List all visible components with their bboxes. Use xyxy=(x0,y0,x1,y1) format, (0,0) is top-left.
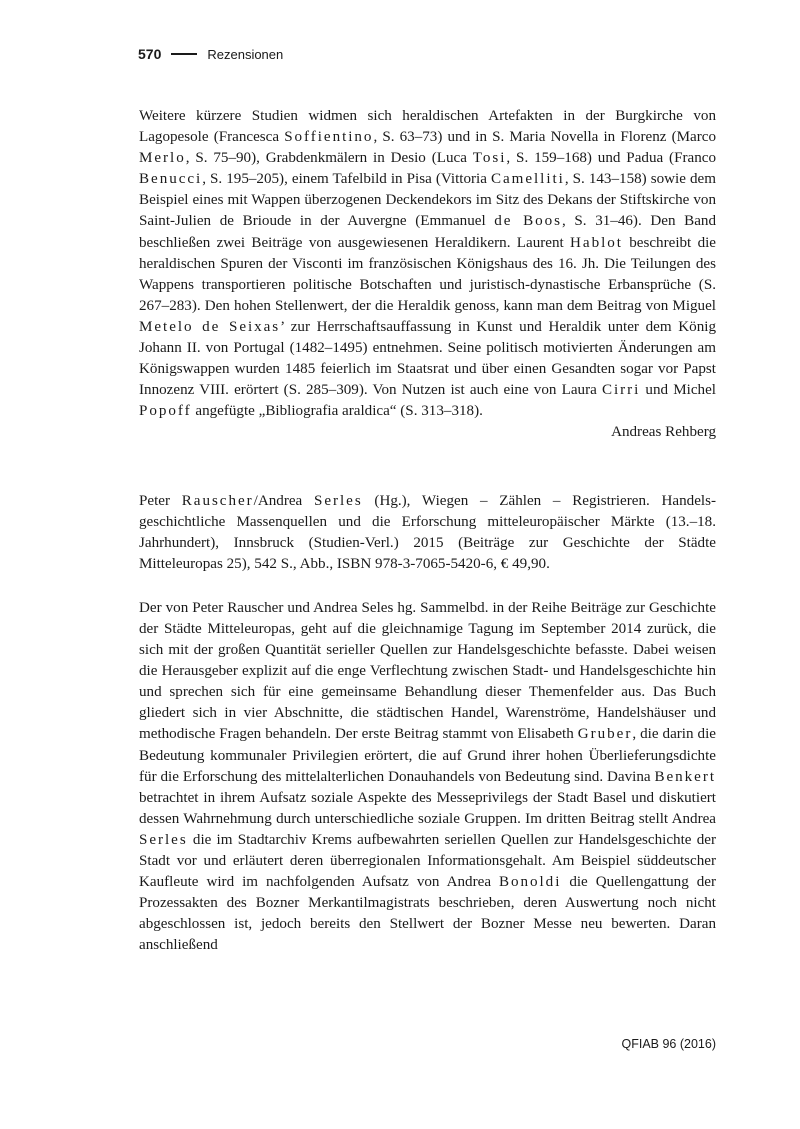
author-name-spaced: Gruber xyxy=(577,726,633,743)
page-body xyxy=(139,106,716,956)
author-name-spaced: Benkert xyxy=(654,768,716,785)
author-name-spaced: Hablot xyxy=(570,234,623,251)
author-name-spaced: Merlo xyxy=(139,150,186,167)
page-number: 570 xyxy=(138,46,162,62)
author-name-spaced: Cirri xyxy=(601,382,641,399)
header-rule xyxy=(171,53,197,55)
section-spacer xyxy=(139,444,716,491)
section-title: Rezensionen xyxy=(207,46,284,62)
author-name-spaced: Bonoldi xyxy=(498,874,562,891)
review2-paragraph: Der von Peter Rauscher und Andrea Seles hg. Sammelbd. in der Reihe Beiträge zur Geschichte der Städte Mitteleuropas, geht auf die gleichnamige Tagung im September 2014 zurück, die sich mit der großen Quantität serieller Quellen zur Handelsgeschichte befasste. Dabei weisen die Herausgeber explizit auf die enge Verflechtung zwischen Stadt- und Handelsgeschichte hin und sprechen sich für eine gemeinsame Behandlung dieser Themenfelder aus. Das Buch gliedert sich in vier Abschnitte, die städtischen Handel, Warenströme, Handelshäuser und methodische Fragen behandeln. Der erste Beitrag stammt von Elisabeth Gruber, die darin die Bedeutung kommunaler Privilegien erörtert, die auf Grund ihrer hohen Überlieferungsdichte für die Erforschung des mittelalterlichen Donauhandels von Bedeutung sind. Davina Benkert betrachtet in ihrem Aufsatz soziale Aspekte des Messeprivilegs der Stadt Basel und diskutiert dessen Wahrnehmung durch unterschiedliche soziale Gruppen. Im dritten Beitrag stellt Andrea Serles die im Stadtarchiv Krems aufbewahrten seriellen Quellen zur Handelsgeschichte der Stadt vor und erläutert deren überregionalen Informationsgehalt. Am Beispiel süddeutscher Kaufleute wird im nachfolgenden Aufsatz von Andrea Bonoldi die Quellengattung der Prozessakten des Bozner Merkantilmagistrats beschrieben, deren Auswertung noch nicht abgeschlossen ist, jedoch bereits den Stellwert der Bozner Messe neu bewerten. Daran anschließend xyxy=(139,599,716,954)
review1-paragraph: Weitere kürzere Studien widmen sich heraldischen Artefakten in der Burgkirche von Lagopesole (Francesca Soffientino, S. 63–73) und in S. Maria Novella in Florenz (Marco Merlo, S. 75–90), Grabdenkmälern in Desio (Luca Tosi, S. 159–168) und Padua (Franco Benucci, S. 195–205), einem Tafelbild in Pisa (Vittoria Camelliti, S. 143–158) sowie dem Beispiel eines mit Wappen überzogenen Deckendekors im Sitz des Dekans der Stiftskirche von Saint-Julien de Brioude in der Auvergne (Emmanuel de Boos, S. 31–46). Den Band beschließen zwei Beiträge von ausgewiesenen Heraldikern. Laurent Hablot beschreibt die heraldischen Spuren der Visconti im französischen Königshaus des 16. Jh. Die Teilungen des Wappens transportieren politische Botschaften und juristisch-dynastische Erbansprüche (S. 267–283). Den hohen Stellenwert, der die Heraldik genoss, kann man dem Beitrag von Miguel Metelo de Seixas’ zur Herrschaftsauffassung in Kunst und Heraldik unter dem König Johann II. von Portugal (1482–1495) entnehmen. Seine politisch motivierten Änderungen am Königswappen wurden 1485 feierlich im Staatsrat und über einen Gesandten sogar vor Papst Innozenz VIII. erörtert (S. 285–309). Von Nutzen ist auch eine von Laura Cirri und Michel Popoff angefügte „Bibliografia araldica“ (S. 313–318). xyxy=(139,108,717,420)
reviewer-signature: Andreas Rehberg xyxy=(611,424,716,441)
running-header xyxy=(138,44,283,64)
editor-name-spaced: Serles xyxy=(314,492,363,509)
author-name-spaced: Camelliti xyxy=(490,171,565,188)
editor-name-spaced: Rauscher xyxy=(181,492,254,509)
author-name-spaced: Benucci xyxy=(139,171,203,188)
author-name-spaced: Metelo de Seixas xyxy=(139,318,281,335)
author-name-spaced: de Boos xyxy=(494,213,562,230)
author-name-spaced: Popoff xyxy=(139,403,192,420)
journal-footer: QFIAB 96 (2016) xyxy=(621,1037,716,1051)
book-citation: Peter Rauscher/Andrea Serles (Hg.), Wiegen – Zählen – Registrieren. Handelsgeschichtliche Massenquellen und die Erforschung mitteleuropäischer Märkte (13.–18. Jahrhundert), Innsbruck (Studien-Verl.) 2015 (Beiträge zur Geschichte der Städte Mitteleuropas 25), 542 S., Abb., ISBN 978-3-7065-5420-6, € 49,90. xyxy=(139,492,716,572)
author-name-spaced: Tosi xyxy=(472,150,507,167)
author-name-spaced: Serles xyxy=(139,831,188,848)
author-name-spaced: Soffientino xyxy=(284,129,374,146)
paragraph-spacer xyxy=(139,575,716,598)
